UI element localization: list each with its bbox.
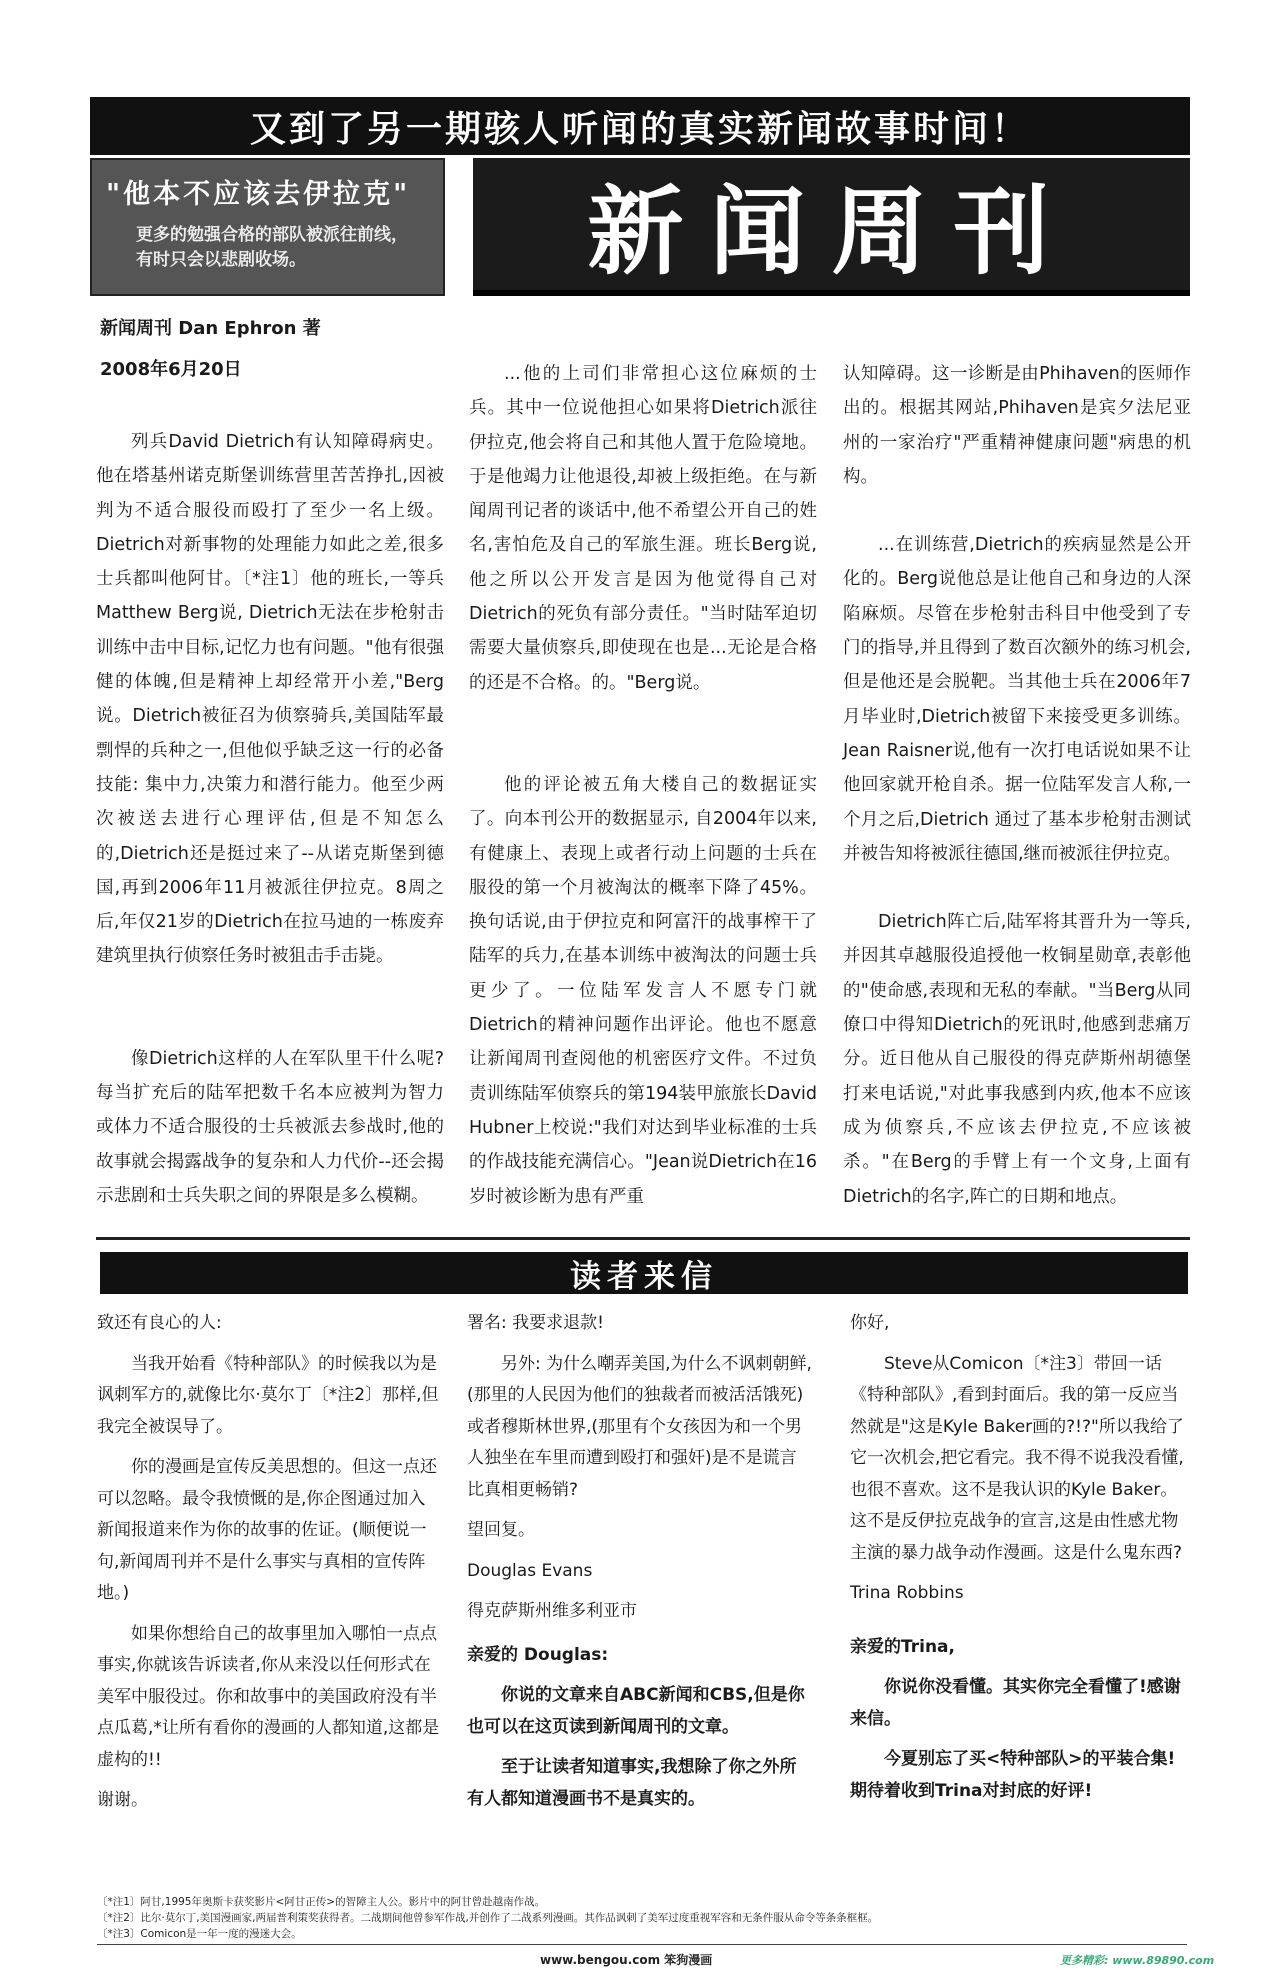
article-paragraph: Dietrich阵亡后,陆军将其晋升为一等兵,并因其卓越服役追授他一枚铜星勋章,表彰他的"使命感,表现和无私的奉献。"当Berg从同僚口中得知Dietrich的死讯时,他感到悲痛万分。近日他从自己服役的得克萨斯州胡德堡打来电话说,"对此事我感到内疚,他本不应该成为侦察兵,不应该去伊拉克,不应该被杀。"在Berg的手臂上有一个文身,上面有Dietrich的名字,阵亡的日期和地点。 (843, 912, 1191, 1207)
section-divider (96, 1237, 1190, 1240)
footnote: 〔*注2〕比尔·莫尔丁,美国漫画家,两届普利策奖获得者。二战期间他曾参军作战,并创作了二战系列漫画。其作品讽刺了美军过度重视军容和无条件服从命令等条条框框。 (97, 1912, 879, 1924)
letter-paragraph: 如果你想给自己的故事里加入哪怕一点点事实,你就该告诉读者,你从来没以任何形式在美军中服役过。你和故事中的美国政府没有半点瓜葛,*让所有看你的漫画的人都知道,这都是虚构的!! (97, 1623, 440, 1770)
letter-greeting: 署名: 我要求退款! (467, 1313, 604, 1333)
footnote: 〔*注3〕Comicon是一年一度的漫迷大会。 (97, 1928, 302, 1940)
reply-paragraph: 今夏别忘了买<特种部队>的平装合集!期待着收到Trina对封底的好评! (850, 1749, 1176, 1801)
subhead-line-2: 有时只会以悲剧收场。 (136, 250, 306, 270)
subhead-line-1: 更多的勉强合格的部队被派往前线， (136, 225, 408, 245)
letter-author: Trina Robbins (850, 1583, 964, 1603)
reply-salutation: 亲爱的 Douglas: (467, 1644, 609, 1665)
article-paragraph: ...他的上司们非常担心这位麻烦的士兵。其中一位说他担心如果将Dietrich派往伊拉克,他会将自己和其他人置于危险境地。于是他竭力让他退役,却被上级拒绝。在与新闻周刊记者的谈话中,他不希望公开自己的姓名,害怕危及自己的军旅生涯。班长Berg说,他之所以公开发言是因为他觉得自己对Dietrich的死负有部分责任。"当时陆军迫切需要大量侦察兵,即使现在也是...无论是合格的还是不合格。的。"Berg说。 (469, 364, 817, 693)
letter-column-3 (850, 1308, 1190, 1816)
byline-author: 新闻周刊 Dan Ephron 著 (100, 318, 321, 339)
letter-closing: 望回复。 (467, 1520, 535, 1540)
article-paragraph: 像Dietrich这样的人在军队里干什么呢?每当扩充后的陆军把数千名本应被判为智力或体力不适合服役的士兵被派去参战时,他的故事就会揭露战争的复杂和人力代价--还会揭示悲剧和士兵失职之间的界限是多么模糊。 (96, 1048, 444, 1206)
letter-column-2 (467, 1308, 812, 1824)
subhead-summary (136, 223, 429, 273)
letter-greeting: 你好, (850, 1313, 890, 1333)
letter-location: 得克萨斯州维多利亚市 (467, 1601, 637, 1621)
banner-headline: 又到了另一期骇人听闻的真实新闻故事时间！ (90, 97, 1190, 155)
letter-paragraph: 当我开始看《特种部队》的时候我以为是讽刺军方的,就像比尔·莫尔丁〔*注2〕那样,但我完全被误导了。 (97, 1353, 439, 1437)
letter-paragraph: 你的漫画是宣传反美思想的。但这一点还可以忽略。最令我愤慨的是,你企图通过加入新闻报道来作为你的故事的佐证。(顺便说一句,新闻周刊并不是什么事实与真相的宣传阵地。) (97, 1457, 437, 1603)
letter-column-1 (97, 1308, 442, 1826)
article-paragraph: ...在训练营,Dietrich的疾病显然是公开化的。Berg说他总是让他自己和身边的人深陷麻烦。尽管在步枪射击科目中他受到了专门的指导,并且得到了数百次额外的练习机会,但是他还是会脱靶。当其他士兵在2006年7月毕业时,Dietrich被留下来接受更多训练。Jean Raisner说,他有一次打电话说如果不让他回家就开枪自杀。据一位陆军发言人称,一个月之后,Dietrich 通过了基本步枪射击测试并被告知将被派往德国,继而被派往伊拉克。 (843, 535, 1191, 864)
reply-paragraph: 至于让读者知道事实,我想除了你之外所有人都知道漫画书不是真实的。 (467, 1757, 797, 1809)
subhead-box (90, 158, 445, 296)
article-column-1 (96, 425, 444, 1213)
subhead-quote: "他本不应该去伊拉克" (106, 179, 411, 210)
letters-heading: 读者来信 (100, 1252, 1188, 1294)
byline (100, 308, 321, 390)
article-column-2 (469, 357, 817, 1214)
letter-author: Douglas Evans (467, 1560, 593, 1581)
byline-date: 2008年6月20日 (100, 359, 242, 380)
reply-paragraph: 你说的文章来自ABC新闻和CBS,但是你也可以在这页读到新闻周刊的文章。 (467, 1685, 805, 1737)
footer-watermark: 更多精彩: www.89890.com (1060, 1954, 1215, 1967)
footnote: 〔*注1〕阿甘,1995年奥斯卡获奖影片<阿甘正传>的智障主人公。影片中的阿甘曾赴越南作战。 (97, 1896, 546, 1908)
footer-divider (97, 1944, 1187, 1945)
article-paragraph: 他的评论被五角大楼自己的数据证实了。向本刊公开的数据显示, 自2004年以来,有健康上、表现上或者行动上问题的士兵在服役的第一个月被淘汰的概率下降了45%。换句话说,由于伊拉克和阿富汗的战事榨干了陆军的兵力,在基本训练中被淘汰的问题士兵更少了。一位陆军发言人不愿专门就Dietrich的精神问题作出评论。他也不愿意让新闻周刊查阅他的机密医疗文件。不过负责训练陆军侦察兵的第194装甲旅旅长David Hubner上校说:"我们对达到毕业标准的士兵的作战技能充满信心。"Jean说Dietrich在16岁时被诊断为患有严重 (469, 774, 817, 1207)
letter-signoff: 谢谢。 (97, 1790, 148, 1810)
article-paragraph: 认知障碍。这一诊断是由Phihaven的医师作出的。根据其网站,Phihaven是宾夕法尼亚州的一家治疗"严重精神健康问题"病患的机构。 (843, 364, 1191, 487)
reply-salutation: 亲爱的Trina, (850, 1636, 955, 1657)
masthead: 新闻周刊 (473, 158, 1190, 296)
article-paragraph: 列兵David Dietrich有认知障碍病史。他在塔基州诺克斯堡训练营里苦苦挣扎,因被判为不适合服役而殴打了至少一名上级。Dietrich对新事物的处理能力如此之差,很多士兵都叫他阿甘。〔*注1〕他的班长,一等兵Matthew Berg说, Dietrich无法在步枪射击训练中击中目标,记忆力也有问题。"他有很强健的体魄,但是精神上却经常开小差,"Berg说。Dietrich被征召为侦察骑兵,美国陆军最剽悍的兵种之一,但他似乎缺乏这一行的必备技能: 集中力,决策力和潜行能力。他至少两次被送去进行心理评估,但是不知怎么的,Dietrich还是挺过来了--从诺克斯堡到德国,再到2006年11月被派往伊拉克。8周之后,年仅21岁的Dietrich在拉马迪的一栋废弃建筑里执行侦察任务时被狙击手击毙。 (96, 432, 444, 967)
footnotes (97, 1894, 1187, 1942)
article-column-3 (843, 357, 1191, 1214)
reply-paragraph: 你说你没看懂。其实你完全看懂了!感谢来信。 (850, 1677, 1181, 1729)
footer-site-link[interactable]: www.bengou.com 笨狗漫画 (540, 1953, 713, 1967)
letter-greeting: 致还有良心的人: (97, 1313, 222, 1333)
letter-paragraph: Steve从Comicon〔*注3〕带回一话《特种部队》,看到封面后。我的第一反应当然就是"这是Kyle Baker画的?!?"所以我给了它一次机会,把它看完。我不得不说我没看懂,也很不喜欢。这不是我认识的Kyle Baker。这不是反伊拉克战争的宣言,这是由性感尤物主演的暴力战争动作漫画。这是什么鬼东西? (850, 1353, 1184, 1563)
letter-paragraph: 另外: 为什么嘲弄美国,为什么不讽刺朝鲜,(那里的人民因为他们的独裁者而被活活饿死)或者穆斯林世界,(那里有个女孩因为和一个男人独坐在车里而遭到殴打和强奸)是不是谎言比真相更畅销? (467, 1353, 812, 1500)
